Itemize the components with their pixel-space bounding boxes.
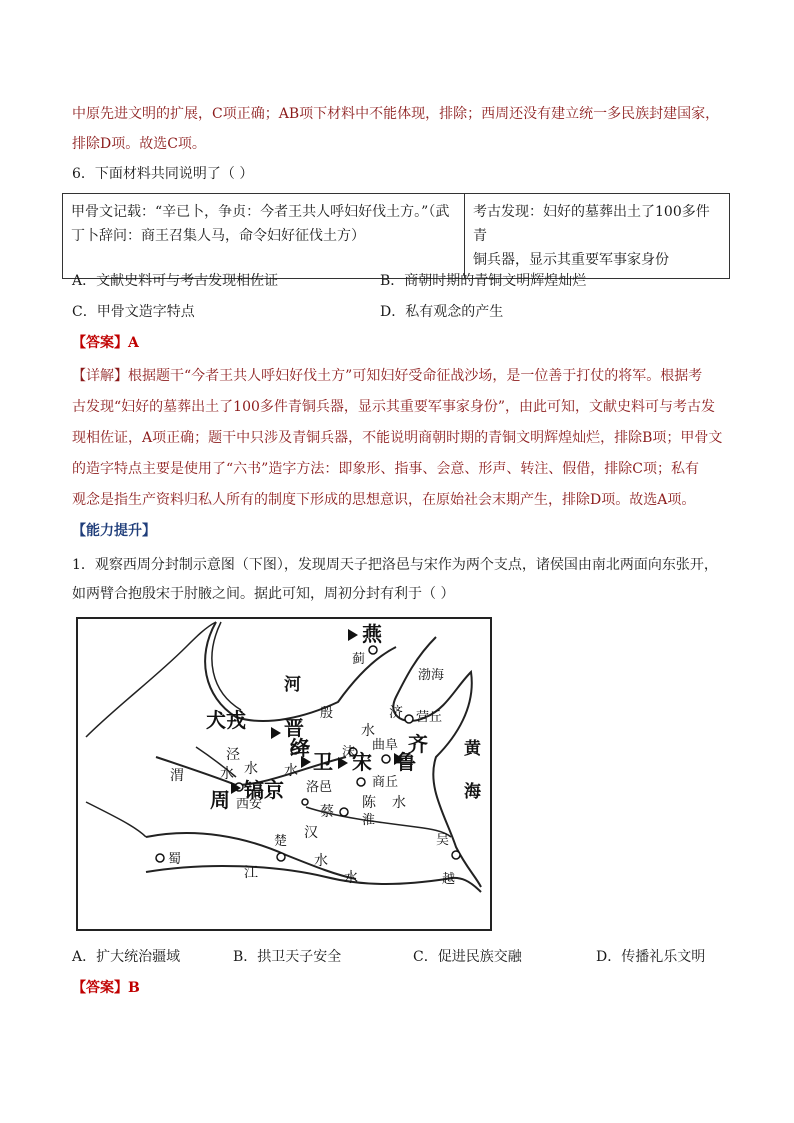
label-haojing: 镐京 (244, 778, 284, 802)
city-marker (156, 854, 164, 862)
option-a[interactable]: A．文献史料可与考古发现相佐证 (72, 273, 279, 289)
detail-line: 的造字特点主要是使用了“六书”造字方法：即象形、指事、会意、形声、转注、假借，排除C项；私有 (72, 461, 700, 477)
option-d[interactable]: D．传播礼乐文明 (596, 949, 706, 965)
option-b[interactable]: B．商朝时期的青铜文明辉煌灿烂 (380, 273, 587, 289)
label-yue: 越 (442, 872, 456, 887)
label-shui: 水 (392, 795, 406, 811)
label-jiang-river: 江 (244, 865, 258, 881)
city-marker (277, 853, 285, 861)
answer-label: 【答案】A (72, 335, 139, 351)
label-shui: 水 (284, 763, 298, 779)
section-title: 【能力提升】 (72, 523, 156, 539)
label-he: 河 (284, 675, 301, 695)
city-marker (340, 808, 348, 816)
question-1-stem: 如两臂合抱殷宋于肘腋之间。据此可知，周初分封有利于（ ） (72, 586, 455, 602)
label-yin: 殷 (320, 706, 334, 721)
label-cai: 蔡 (320, 804, 334, 820)
label-huang: 黄 (464, 739, 481, 759)
label-jing: 泾 (226, 747, 240, 763)
label-yan: 燕 (362, 622, 382, 646)
label-ji2: 济 (389, 705, 403, 721)
city-marker (405, 715, 413, 723)
label-xian: 西安 (236, 797, 263, 812)
label-bohai: 渤海 (418, 668, 445, 683)
label-shui: 水 (220, 766, 234, 782)
option-d[interactable]: D．私有观念的产生 (380, 304, 504, 320)
label-jin: 晋 (284, 716, 304, 740)
material-archaeology: 考古发现：妇好的墓葬出土了100多件青 铜兵器，显示其重要军事家身份 (465, 194, 730, 279)
label-chu: 楚 (274, 834, 288, 849)
label-jiang: 绛 (290, 736, 310, 760)
question-1-stem: 1．观察西周分封制示意图（下图），发现周天子把洛邑与宋作为两个支点，诸侯国由南北两面向东张开， (72, 557, 718, 573)
label-luoyi: 洛邑 (306, 780, 333, 795)
detail-line: 观念是指生产资料归私人所有的制度下形成的思想意识，在原始社会末期产生，排除D项。故选A项。 (72, 492, 696, 508)
label-lu: 鲁 (396, 750, 416, 774)
label-ji: 蓟 (352, 652, 366, 667)
city-marker (369, 646, 377, 654)
material-oracle-bone: 甲骨文记载：“辛已卜，争贞：今者王共人呼妇好伐土方。”（武 丁卜辞问：商王召集人马，命令妇好征伐土方） (63, 194, 465, 279)
label-yingqiu: 营丘 (416, 710, 443, 725)
material-table (62, 193, 730, 279)
label-wei-river: 渭 (170, 768, 184, 784)
option-a[interactable]: A．扩大统治疆域 (72, 949, 181, 965)
label-mo: 沫 (342, 745, 356, 760)
label-huai: 淮 (362, 813, 376, 828)
label-qufu: 曲阜 (372, 738, 399, 753)
answer-label: 【答案】B (72, 980, 140, 996)
label-hai: 海 (464, 782, 481, 802)
city-marker (382, 755, 390, 763)
prev-explanation-line: 排除D项。故选C项。 (72, 136, 206, 152)
detail-line: 古发现“妇好的墓葬出土了100多件青铜兵器，显示其重要军事家身份”，由此可知，文献史料可与考古发 (72, 399, 716, 415)
label-han: 汉 (304, 825, 318, 841)
city-marker (357, 778, 365, 786)
label-shu: 蜀 (168, 852, 182, 867)
label-zhou: 周 (210, 788, 230, 812)
label-shui: 水 (314, 853, 328, 869)
label-shui: 水 (244, 761, 258, 777)
label-shangqiu: 商丘 (372, 775, 399, 790)
label-wu: 吴 (436, 833, 450, 848)
label-qi: 齐 (408, 732, 428, 756)
label-song: 宋 (352, 750, 372, 774)
city-marker (452, 851, 460, 859)
western-zhou-fief-map (76, 617, 492, 931)
label-shui: 水 (361, 723, 375, 739)
label-quanrong: 犬戎 (206, 708, 246, 732)
label-chen: 陈 (362, 795, 376, 811)
city-marker (302, 799, 308, 805)
detail-line: 现相佐证，A项正确；题干中只涉及青铜兵器，不能说明商朝时期的青铜文明辉煌灿烂，排除B项；甲骨文 (72, 430, 723, 446)
label-shui: 水 (344, 870, 358, 886)
question-6-stem: 6．下面材料共同说明了（ ） (72, 166, 254, 182)
label-wei: 卫 (313, 750, 333, 774)
option-c[interactable]: C．甲骨文造字特点 (72, 304, 195, 320)
prev-explanation-line: 中原先进文明的扩展，C项正确；AB项下材料中不能体现，排除；西周还没有建立统一多民族封建国家， (72, 106, 720, 122)
option-c[interactable]: C．促进民族交融 (413, 949, 522, 965)
option-b[interactable]: B．拱卫天子安全 (233, 949, 342, 965)
detail-line: 【详解】根据题干“今者王共人呼妇好伐土方”可知妇好受命征战沙场，是一位善于打仗的将军。根据考 (72, 368, 703, 384)
